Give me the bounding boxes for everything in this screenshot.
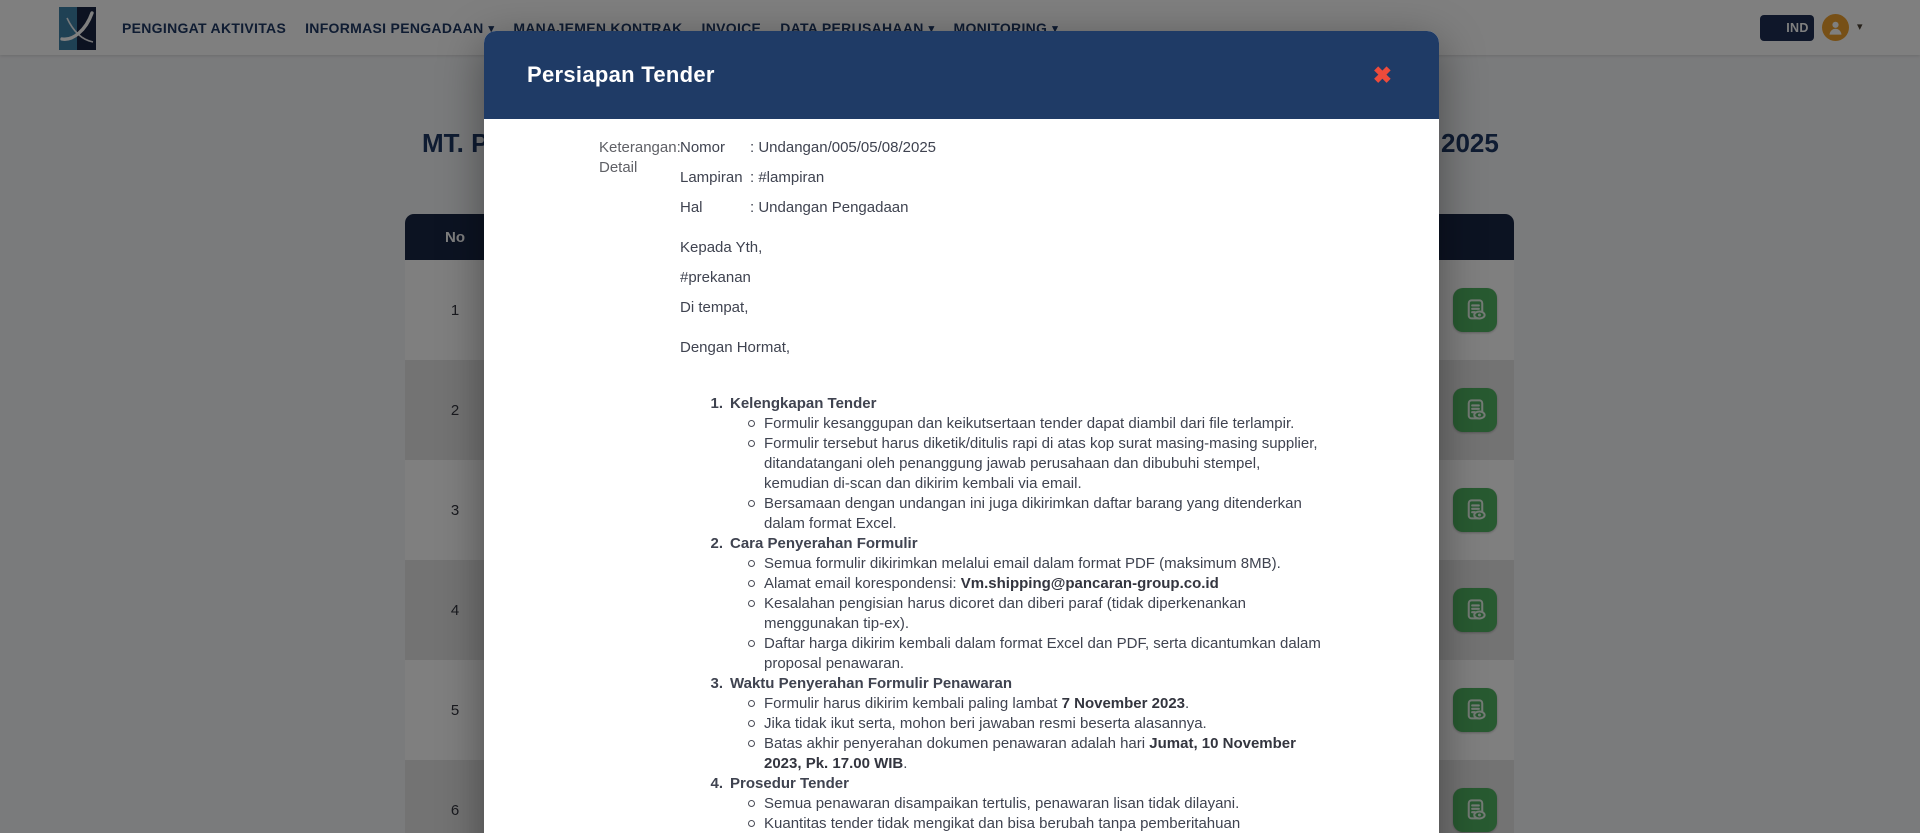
bullet-text: Formulir harus dikirim kembali paling lambat 7 November 2023. <box>764 695 1190 712</box>
section-heading <box>680 774 1321 794</box>
letter-salutation <box>680 238 1321 318</box>
modal-body <box>484 119 1439 833</box>
letter-greeting: Dengan Hormat, <box>680 339 791 356</box>
section-title: Kelengkapan Tender <box>730 395 877 412</box>
letter-meta-row <box>680 138 1321 158</box>
meta-value: : Undangan Pengadaan <box>750 199 909 216</box>
persiapan-tender-modal <box>484 31 1439 833</box>
bullet-text: Daftar harga dikirim kembali dalam format Excel dan PDF, serta dicantumkan dalam proposal penawaran. <box>764 635 1321 672</box>
bullet-item <box>680 714 1321 734</box>
bullet-circle-icon <box>748 740 755 747</box>
bullet-circle-icon <box>748 420 755 427</box>
section-heading <box>680 534 1321 554</box>
detail-side-label: Keterangan: Detail <box>599 139 681 176</box>
letter-sections <box>680 394 1321 833</box>
section-number: 3. <box>710 675 723 692</box>
bullet-circle-icon <box>748 560 755 567</box>
salutation-line: Di tempat, <box>680 299 749 316</box>
bullet-item <box>680 554 1321 574</box>
bullet-text: Alamat email korespondensi: Vm.shipping@pancaran-group.co.id <box>764 575 1219 592</box>
meta-label: Lampiran <box>680 169 743 186</box>
bullet-text: Kesalahan pengisian harus dicoret dan diberi paraf (tidak diperkenankan menggunakan tip-ex). <box>764 595 1246 632</box>
section-number: 2. <box>710 535 723 552</box>
modal-header <box>484 31 1439 119</box>
bullet-item <box>680 694 1321 714</box>
section-title: Waktu Penyerahan Formulir Penawaran <box>730 675 1013 692</box>
section-number: 1. <box>710 395 723 412</box>
bullet-circle-icon <box>748 580 755 587</box>
bullet-item <box>680 594 1321 634</box>
section-title: Prosedur Tender <box>730 775 849 792</box>
bullet-circle-icon <box>748 800 755 807</box>
bullet-item <box>680 574 1321 594</box>
meta-label: Hal <box>680 199 703 216</box>
meta-value: : #lampiran <box>750 169 825 186</box>
bullet-item <box>680 814 1321 833</box>
bullet-circle-icon <box>748 500 755 507</box>
bullet-text: Formulir tersebut harus diketik/ditulis rapi di atas kop surat masing-masing supplier, ditandatangani oleh penanggung jawab perusahaan dan dibubuhi stempel, kemudian di-scan dan dikirim kembali via email. <box>764 435 1318 492</box>
bullet-circle-icon <box>748 640 755 647</box>
letter-meta-row <box>680 198 1321 218</box>
bullet-text: Batas akhir penyerahan dokumen penawaran adalah hari Jumat, 10 November 2023, Pk. 17.00 WIB. <box>764 735 1296 772</box>
bullet-item <box>680 414 1321 434</box>
modal-title: Persiapan Tender <box>527 62 715 87</box>
bullet-circle-icon <box>748 700 755 707</box>
salutation-line: #prekanan <box>680 269 751 286</box>
bullet-circle-icon <box>748 720 755 727</box>
section-title: Cara Penyerahan Formulir <box>730 535 918 552</box>
bullet-item <box>680 494 1321 534</box>
meta-label: Nomor <box>680 139 726 156</box>
bullet-circle-icon <box>748 600 755 607</box>
close-button[interactable]: ✖ <box>1372 61 1392 88</box>
bullet-text: Kuantitas tender tidak mengikat dan bisa berubah tanpa pemberitahuan <box>764 815 1241 832</box>
salutation-line: Kepada Yth, <box>680 239 763 256</box>
bullet-item <box>680 634 1321 674</box>
letter-meta-row <box>680 168 1321 188</box>
bullet-item <box>680 734 1321 774</box>
section-heading <box>680 394 1321 414</box>
section-number: 4. <box>710 775 723 792</box>
bullet-text: Semua penawaran disampaikan tertulis, penawaran lisan tidak dilayani. <box>764 795 1240 812</box>
bullet-item <box>680 434 1321 494</box>
bullet-text: Semua formulir dikirimkan melalui email dalam format PDF (maksimum 8MB). <box>764 555 1281 572</box>
letter-meta <box>680 138 1321 218</box>
bullet-item <box>680 794 1321 814</box>
bullet-circle-icon <box>748 820 755 827</box>
bullet-text: Jika tidak ikut serta, mohon beri jawaban resmi beserta alasannya. <box>764 715 1207 732</box>
bullet-circle-icon <box>748 440 755 447</box>
bullet-text: Formulir kesanggupan dan keikutsertaan tender dapat diambil dari file terlampir. <box>764 415 1295 432</box>
meta-value: : Undangan/005/05/08/2025 <box>750 139 936 156</box>
invitation-letter <box>680 138 1321 833</box>
bullet-text: Bersamaan dengan undangan ini juga dikirimkan daftar barang yang ditenderkan dalam format Excel. <box>764 495 1302 532</box>
section-heading <box>680 674 1321 694</box>
